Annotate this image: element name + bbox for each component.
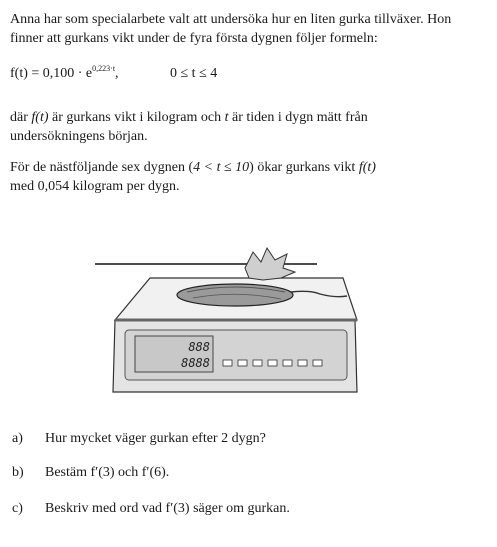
scale-with-cucumber-figure bbox=[95, 222, 407, 414]
intro-line-2: finner att gurkans vikt under de fyra första dygnen följer formeln: bbox=[10, 31, 378, 46]
definition-line-1 bbox=[10, 108, 368, 127]
display-top-digits: 888 bbox=[188, 340, 210, 354]
scale-button-7 bbox=[313, 360, 322, 366]
growth-func: f(t) bbox=[358, 160, 376, 175]
scale-button-1 bbox=[223, 360, 232, 366]
scale-button-2 bbox=[238, 360, 247, 366]
formula-exponent: 0,223·t bbox=[92, 64, 116, 73]
intro-line-1: Anna har som specialarbete valt att undersöka hur en liten gurka tillväxer. Hon bbox=[10, 12, 452, 27]
growth-line-1 bbox=[10, 158, 376, 177]
growth-pre: För de nästföljande sex dygnen ( bbox=[10, 160, 194, 175]
definition-mid: är gurkans vikt i kilogram och bbox=[48, 110, 225, 125]
definition-line-2: undersökningens början. bbox=[10, 129, 148, 144]
question-b-text: Bestäm f′(3) och f′(6). bbox=[45, 465, 170, 480]
definition-func: f(t) bbox=[31, 110, 49, 125]
question-b-label: b) bbox=[12, 465, 24, 480]
growth-mid: ) ökar gurkans vikt bbox=[249, 160, 359, 175]
definition-var: t bbox=[224, 110, 229, 125]
scale-button-5 bbox=[283, 360, 292, 366]
growth-formula bbox=[10, 66, 119, 82]
definition-pre: där bbox=[10, 110, 32, 125]
formula-trail: , bbox=[115, 66, 119, 81]
question-c-text: Beskriv med ord vad f′(3) säger om gurkan. bbox=[45, 501, 290, 516]
display-bottom-digits: 8888 bbox=[181, 356, 210, 370]
growth-interval: 4 < t ≤ 10 bbox=[193, 160, 250, 175]
question-a-label: a) bbox=[12, 431, 23, 446]
definition-post: är tiden i dygn mätt från bbox=[228, 110, 368, 125]
question-a-text: Hur mycket väger gurkan efter 2 dygn? bbox=[45, 431, 266, 446]
formula-lhs: f(t) = 0,100 · e bbox=[10, 66, 93, 81]
growth-line-2: med 0,054 kilogram per dygn. bbox=[10, 179, 180, 194]
scale-button-4 bbox=[268, 360, 277, 366]
formula-range: 0 ≤ t ≤ 4 bbox=[170, 66, 218, 81]
scale-button-3 bbox=[253, 360, 262, 366]
scale-button-6 bbox=[298, 360, 307, 366]
question-c-label: c) bbox=[12, 501, 23, 516]
